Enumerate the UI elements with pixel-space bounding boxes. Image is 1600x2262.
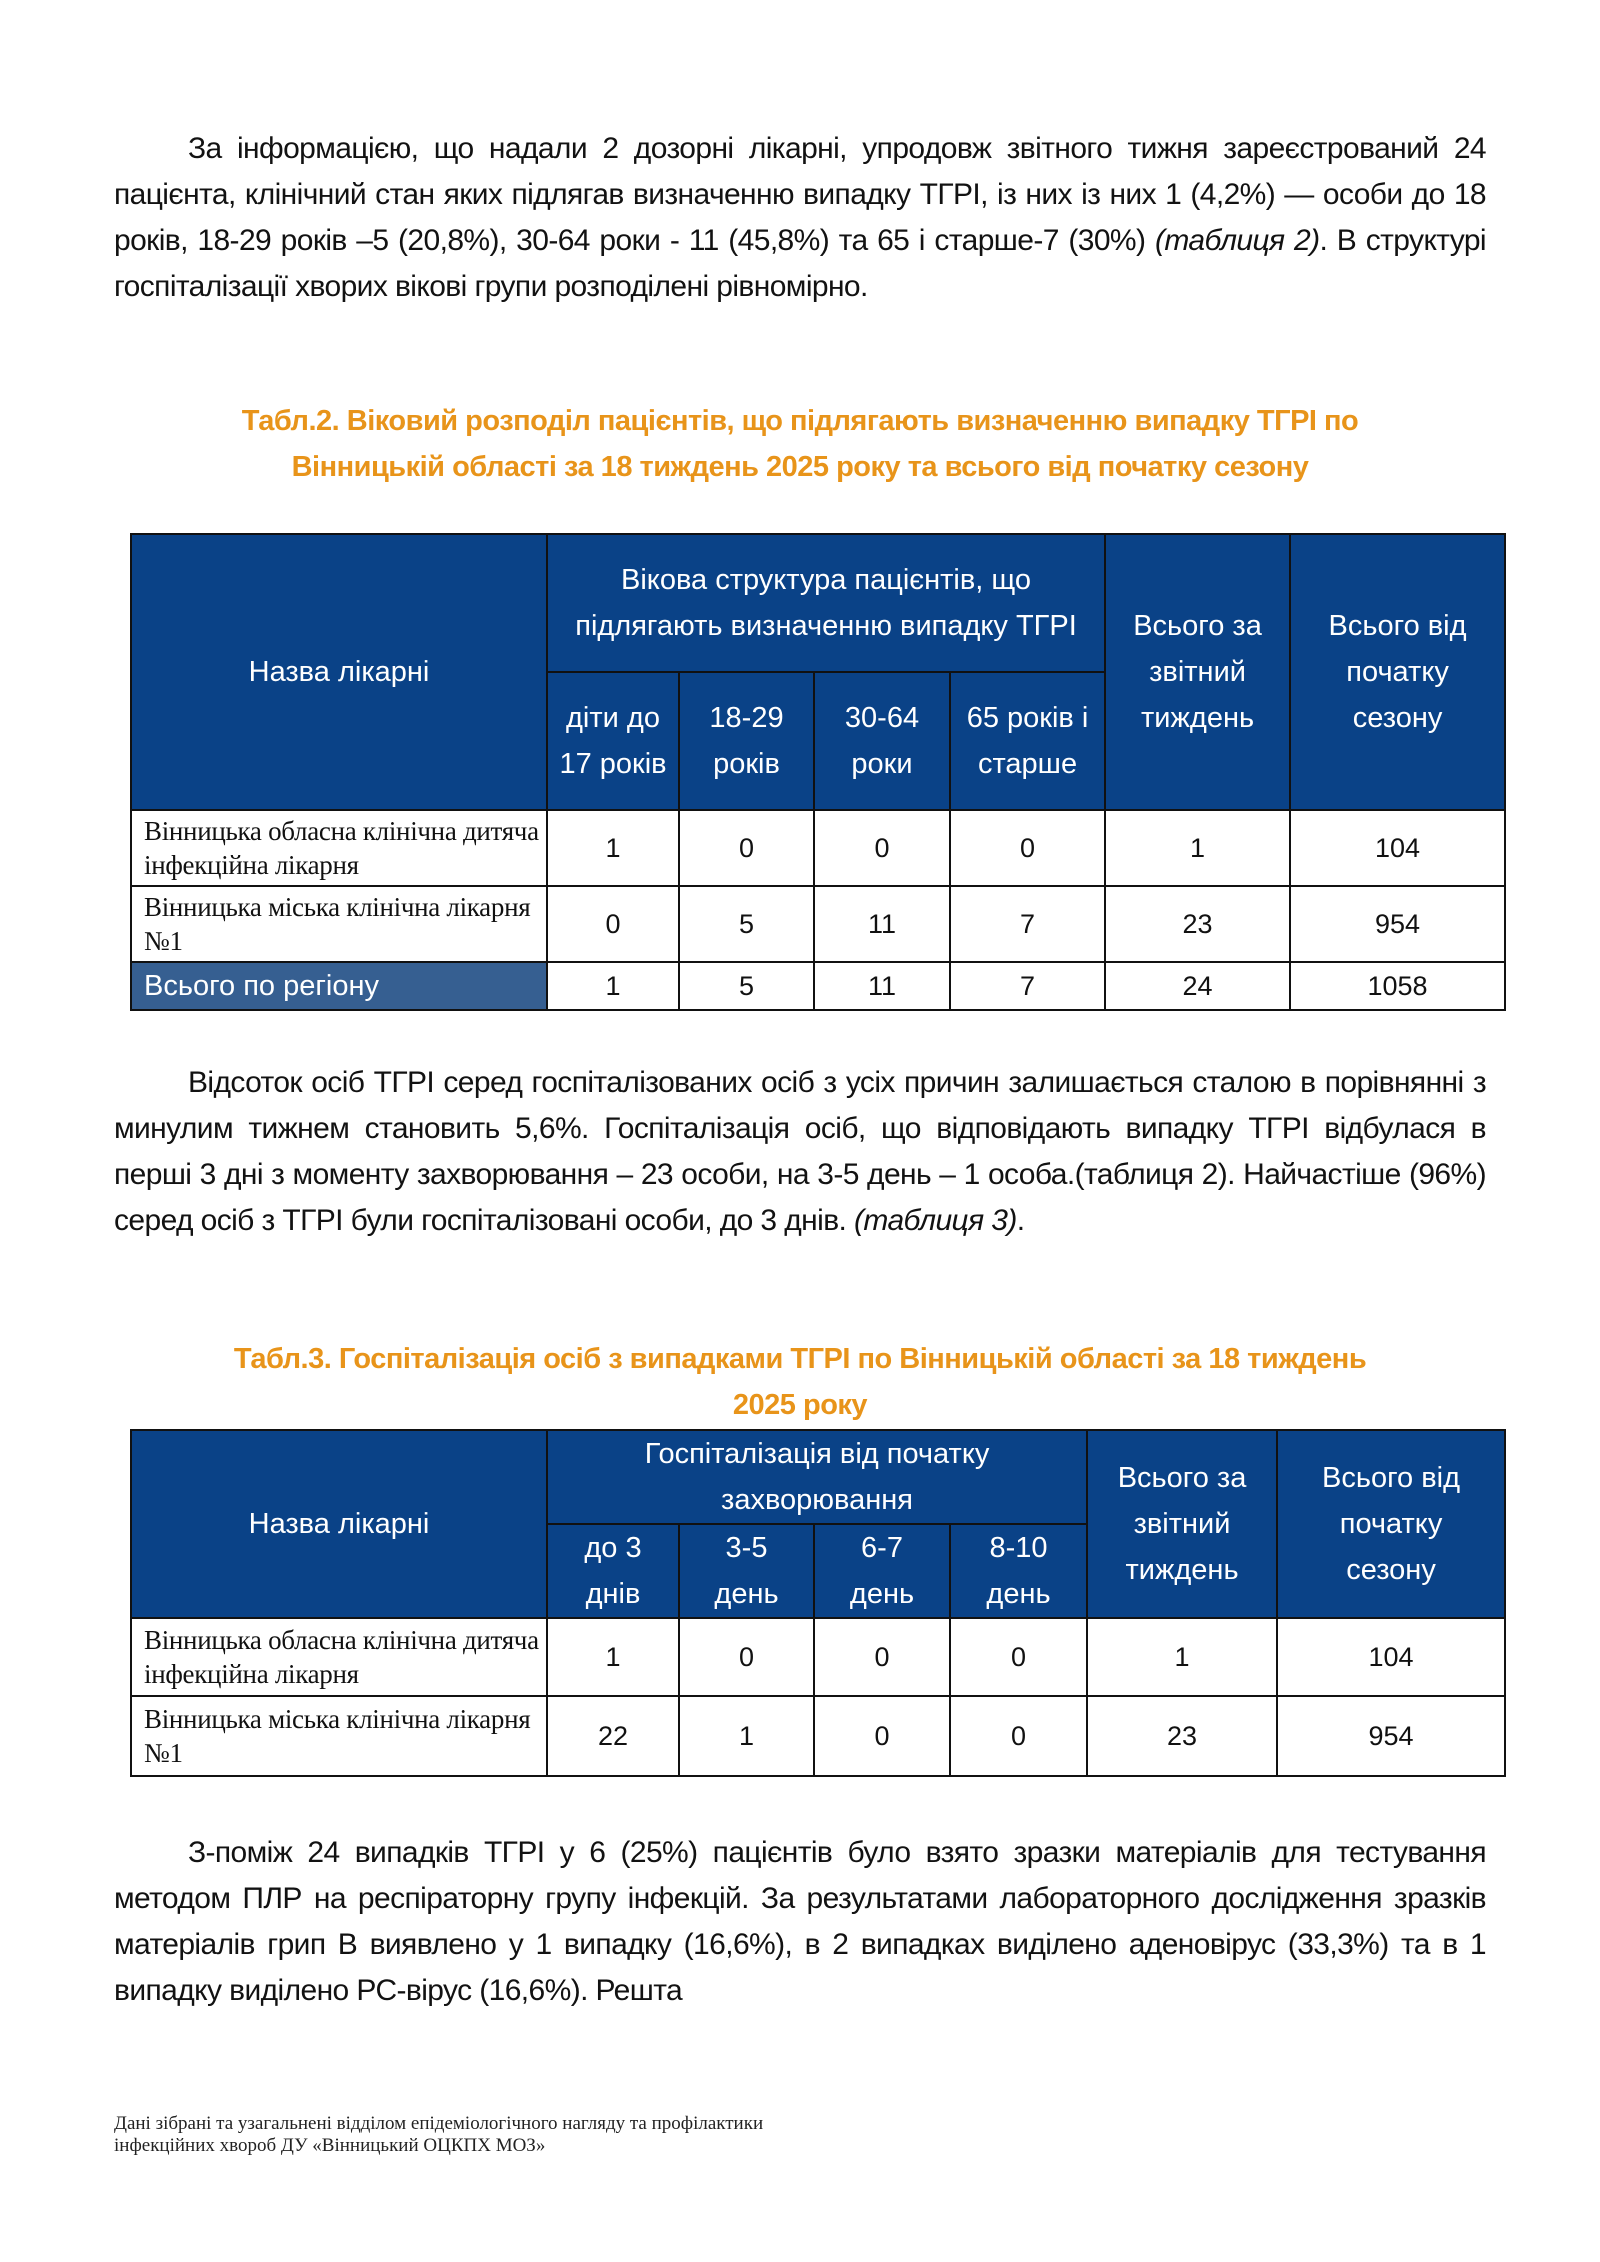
value-cell: 104 [1277, 1618, 1505, 1696]
value-cell: 0 [679, 810, 814, 886]
header-hospital-name: Назва лікарні [131, 534, 547, 810]
total-value-cell: 5 [679, 962, 814, 1010]
hospital-name-cell: Вінницька міська клінічна лікарня №1 [131, 1696, 547, 1776]
total-value-cell: 1058 [1290, 962, 1505, 1010]
paragraph-age-distribution [114, 126, 1486, 310]
hospital-name-cell: Вінницька міська клінічна лікарня №1 [131, 886, 547, 962]
table3-caption-line: 2025 року [732, 1389, 868, 1421]
value-cell: 11 [814, 886, 950, 962]
value-cell: 1 [1105, 810, 1290, 886]
header-age-30-64: 30-64 роки [814, 672, 950, 810]
hospital-name-cell: Вінницька обласна клінічна дитяча інфекційна лікарня [131, 1618, 547, 1696]
table-row [131, 810, 1505, 886]
header-age-structure: Вікова структура пацієнтів, що підлягають визначенню випадку ТГРІ [547, 534, 1105, 672]
value-cell: 7 [950, 886, 1105, 962]
footer-line: Дані зібрані та узагальнені відділом епідеміологічного нагляду та профілактики [114, 2113, 764, 2134]
total-value-cell: 24 [1105, 962, 1290, 1010]
value-cell: 1 [1087, 1618, 1277, 1696]
table3-caption [114, 1336, 1486, 1428]
header-age-18-29: 18-29 років [679, 672, 814, 810]
value-cell: 0 [814, 810, 950, 886]
header-6-7-day: 6-7 день [814, 1524, 950, 1618]
header-8-10-day: 8-10 день [950, 1524, 1087, 1618]
total-value-cell: 1 [547, 962, 679, 1010]
value-cell: 23 [1105, 886, 1290, 962]
header-age-children: діти до 17 років [547, 672, 679, 810]
table-row [131, 1696, 1505, 1776]
table-row [131, 886, 1505, 962]
hospital-name-cell: Вінницька обласна клінічна дитяча інфекційна лікарня [131, 810, 547, 886]
header-hospital-name: Назва лікарні [131, 1430, 547, 1618]
table-reference: (таблиця 2) [1154, 224, 1320, 257]
table2-caption [114, 398, 1486, 490]
value-cell: 1 [679, 1696, 814, 1776]
value-cell: 1 [547, 810, 679, 886]
total-row-label: Всього по регіону [131, 962, 547, 1010]
value-cell: 0 [679, 1618, 814, 1696]
paragraph-text: За інформацією, що надали 2 дозорні лікарні, упродовж звітного тижня зареєстрований 24 пацієнта, клінічний стан яких підлягав визначенню випадку ТГРІ, із них із них 1 (4,2%) — особи до 18 років, 18-29 років –5 (20,8%), 30-64 роки - 11 (45,8%) та 65 і старше-7 (30%) [114, 132, 1486, 257]
footer-line: інфекційних хвороб ДУ «Вінницький ОЦКПХ МОЗ» [114, 2135, 546, 2156]
paragraph-text: Відсоток осіб ТГРІ серед госпіталізованих осіб з усіх причин залишається сталою в порівнянні з минулим тижнем становить 5,6%. Госпіталізація осіб, що відповідають випадку ТГРІ відбулася в перші 3 дні з моменту захворювання – 23 особи, на 3-5 день – 1 особа.(таблиця 2). Найчастіше (96%) серед осіб з ТГРІ були госпіталізовані особи, до 3 днів. [114, 1066, 1486, 1237]
header-season-total: Всього від початку сезону [1277, 1430, 1505, 1618]
value-cell: 0 [950, 1618, 1087, 1696]
header-season-total: Всього від початку сезону [1290, 534, 1505, 810]
paragraph-text: . [1016, 1204, 1025, 1237]
table3-caption-line: Табл.3. Госпіталізація осіб з випадками ТГРІ по Вінницькій області за 18 тиждень [233, 1343, 1367, 1375]
total-value-cell: 7 [950, 962, 1105, 1010]
value-cell: 0 [950, 810, 1105, 886]
header-up-to-3-days: до 3 днів [547, 1524, 679, 1618]
value-cell: 0 [814, 1696, 950, 1776]
table3-hospitalization-timing [130, 1429, 1506, 1777]
header-hospitalization-from-onset: Госпіталізація від початку захворювання [547, 1430, 1087, 1524]
paragraph-lab-results [114, 1830, 1486, 2014]
header-week-total: Всього за звітний тиждень [1105, 534, 1290, 810]
page-footer [114, 2113, 1014, 2157]
total-value-cell: 11 [814, 962, 950, 1010]
value-cell: 104 [1290, 810, 1505, 886]
table2-caption-line: Табл.2. Віковий розподіл пацієнтів, що підлягають визначенню випадку ТГРІ по [241, 405, 1359, 437]
header-week-total: Всього за звітний тиждень [1087, 1430, 1277, 1618]
value-cell: 954 [1277, 1696, 1505, 1776]
paragraph-text: . В структурі госпіталізації хворих вікові групи розподілені рівномірно. [114, 224, 1486, 303]
value-cell: 0 [814, 1618, 950, 1696]
table2-caption-line: Вінницькій області за 18 тиждень 2025 року та всього від початку сезону [291, 451, 1309, 483]
value-cell: 954 [1290, 886, 1505, 962]
header-age-65-plus: 65 років і старше [950, 672, 1105, 810]
value-cell: 1 [547, 1618, 679, 1696]
value-cell: 23 [1087, 1696, 1277, 1776]
value-cell: 5 [679, 886, 814, 962]
value-cell: 0 [950, 1696, 1087, 1776]
table2-age-distribution [130, 533, 1506, 1011]
table-reference: (таблиця 3) [854, 1204, 1017, 1237]
value-cell: 22 [547, 1696, 679, 1776]
table-total-row [131, 962, 1505, 1010]
value-cell: 0 [547, 886, 679, 962]
paragraph-text: З-поміж 24 випадків ТГРІ у 6 (25%) пацієнтів було взято зразки матеріалів для тестування методом ПЛР на респіраторну групу інфекцій. За результатами лабораторного дослідження зразків матеріалів грип В виявлено у 1 випадку (16,6%), в 2 випадках виділено аденовірус (33,3%) та в 1 випадку виділено РС-вірус (16,6%). Решта [114, 1836, 1486, 2007]
header-3-5-day: 3-5 день [679, 1524, 814, 1618]
paragraph-hospitalization-percent [114, 1060, 1486, 1244]
table-row [131, 1618, 1505, 1696]
